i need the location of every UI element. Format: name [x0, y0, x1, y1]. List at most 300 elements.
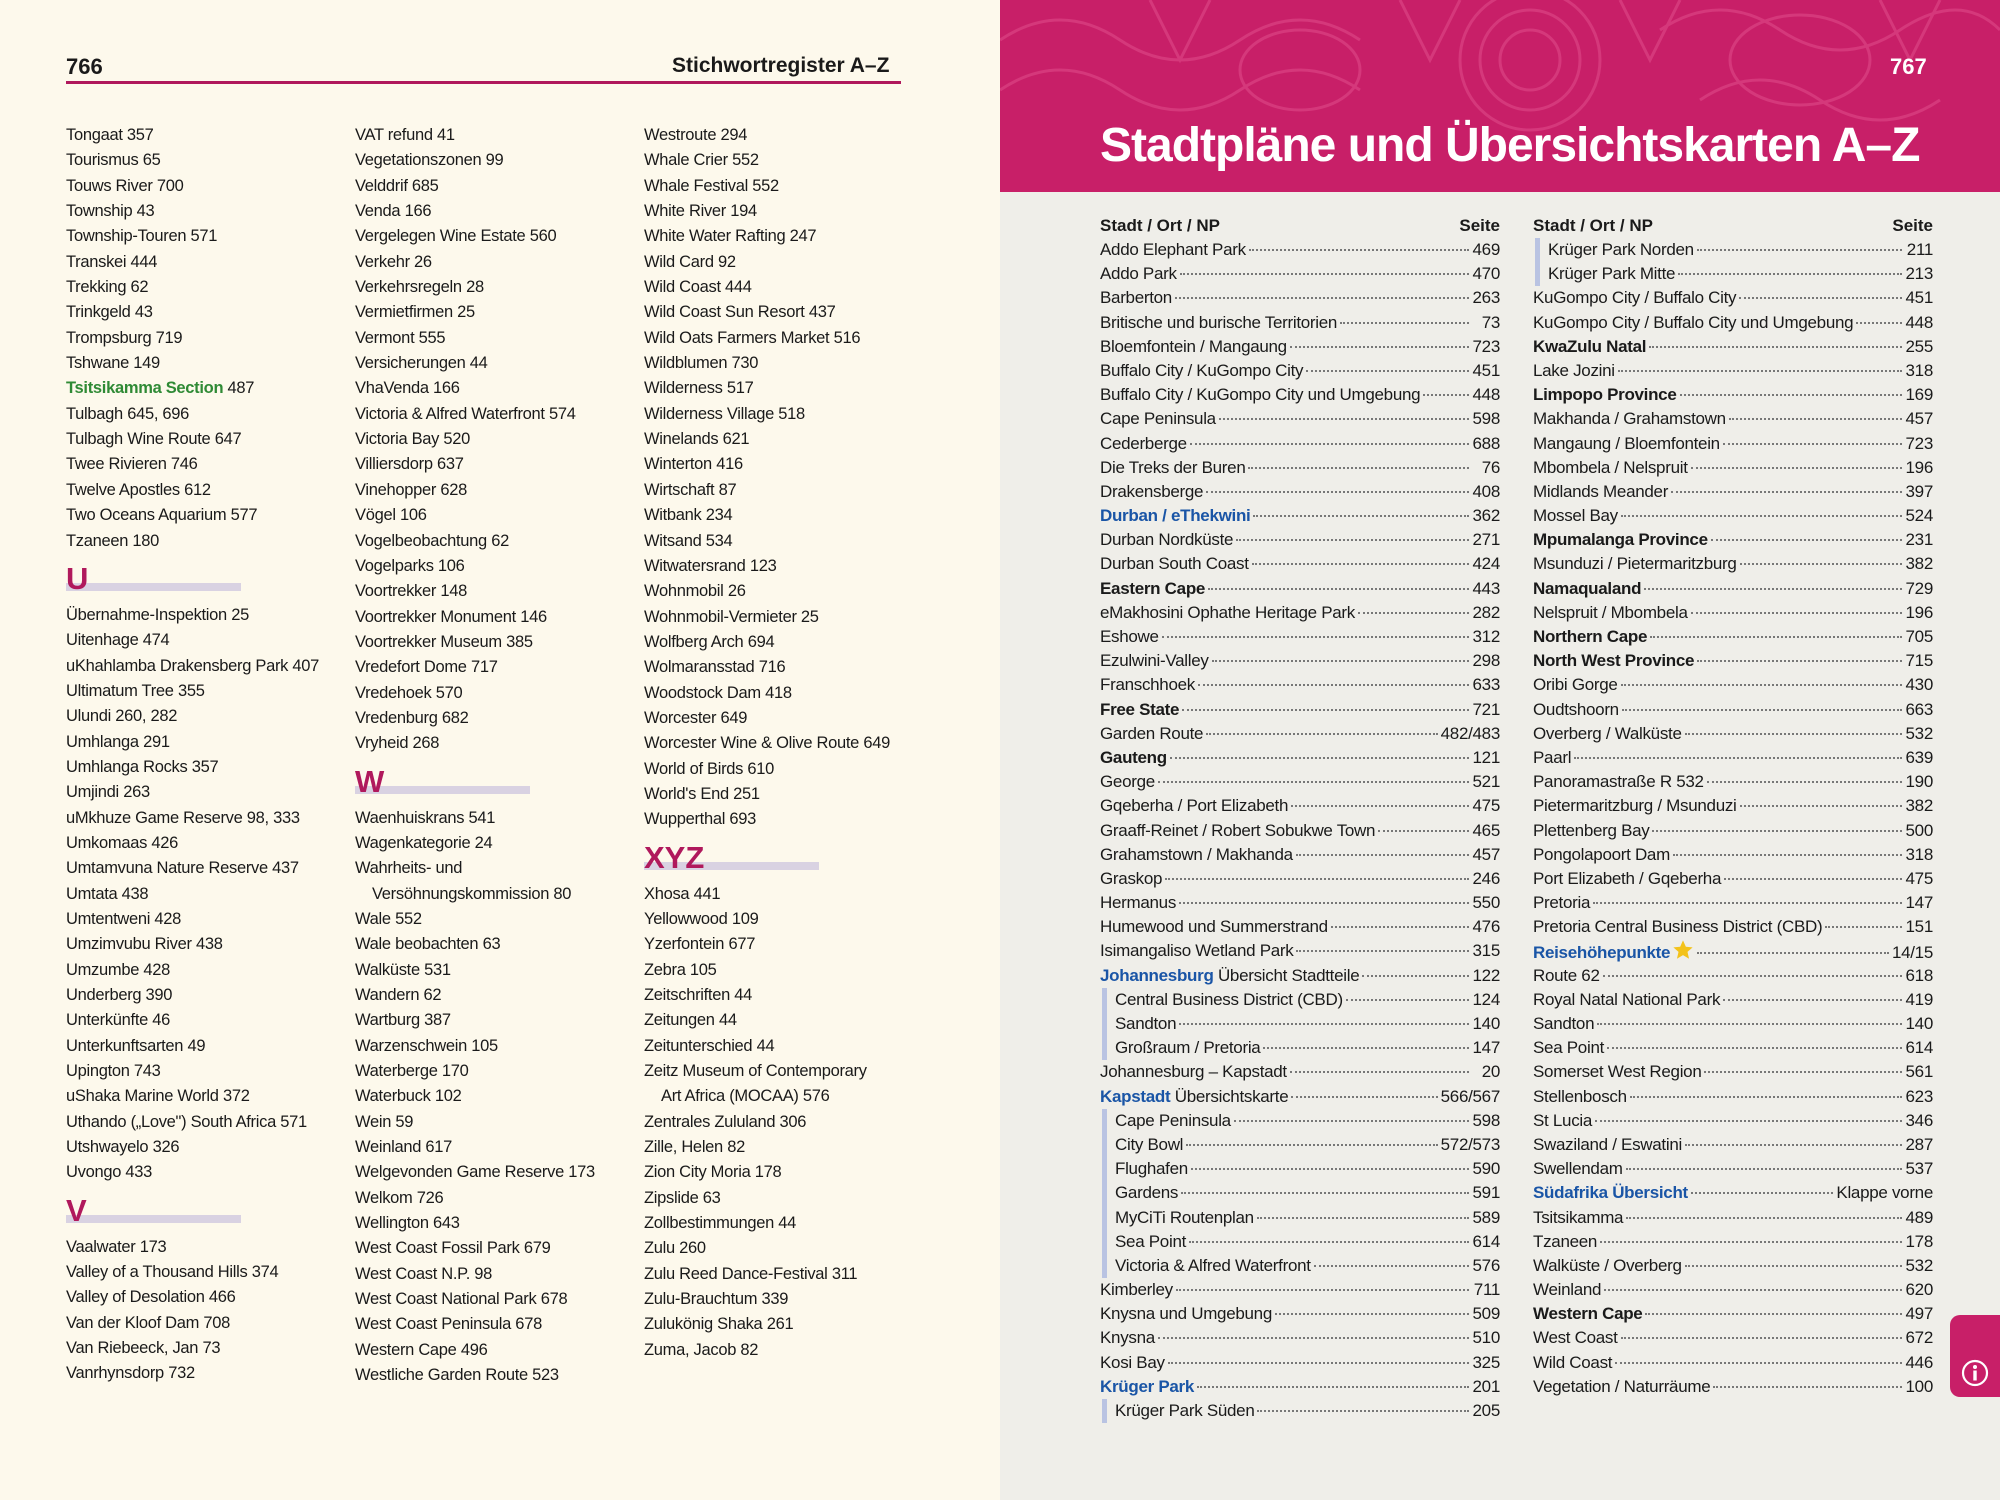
map-entry-name-text: Cape Peninsula	[1100, 409, 1216, 429]
leader-dots	[1257, 1217, 1469, 1219]
index-entry	[355, 1211, 640, 1236]
index-entry-continuation: Versöhnungskommission 80	[372, 884, 572, 903]
index-entry	[66, 1361, 351, 1386]
map-entry	[1533, 432, 1933, 456]
map-entry-name-text: Port Elizabeth / Gqeberha	[1533, 868, 1722, 888]
leader-dots	[1168, 1362, 1469, 1364]
map-entry-name	[1533, 552, 1737, 576]
leader-dots	[1825, 926, 1902, 928]
leader-dots	[1739, 297, 1902, 299]
index-entry	[66, 654, 351, 679]
map-entry-name-text: Somerset West Region	[1533, 1062, 1702, 1082]
index-entry-text: Wohnmobil-Vermieter 25	[644, 607, 819, 626]
map-entry-name	[1100, 625, 1159, 649]
index-entry-text: Trompsburg 719	[66, 328, 183, 347]
map-entry-name	[1100, 504, 1250, 528]
map-entry-page: 476	[1472, 917, 1500, 937]
index-entry	[644, 882, 929, 907]
map-entry-page: 729	[1905, 578, 1933, 598]
index-entry	[355, 123, 640, 148]
index-entry-text: Umzumbe 428	[66, 960, 170, 979]
leader-dots	[1162, 636, 1469, 638]
index-entry-text: Wohnmobil 26	[644, 582, 746, 601]
leader-dots	[1296, 950, 1469, 952]
index-entry	[355, 275, 640, 300]
map-entry	[1533, 867, 1933, 891]
index-entry-text: Tulbagh 645, 696	[66, 404, 190, 423]
map-entry	[1533, 407, 1933, 431]
map-entry	[1533, 1375, 1933, 1399]
index-entry-text: Yzerfontein 677	[644, 935, 756, 954]
index-entry	[66, 983, 351, 1008]
leader-dots	[1190, 443, 1469, 445]
map-entry-page: 382	[1905, 796, 1933, 816]
index-entry	[66, 1260, 351, 1285]
index-entry-text: Wild Coast Sun Resort 437	[644, 303, 836, 322]
map-entry-page: 489	[1905, 1207, 1933, 1227]
map-entry	[1100, 939, 1500, 963]
map-entry-name-text: Mossel Bay	[1533, 506, 1618, 526]
leader-dots	[1181, 1192, 1469, 1194]
map-entry-page: 430	[1905, 675, 1933, 695]
index-entry	[644, 1287, 929, 1312]
index-entry	[355, 731, 640, 756]
index-entry-text: Wartburg 387	[355, 1011, 451, 1030]
leader-dots	[1165, 878, 1469, 880]
page-number-left: 766	[66, 54, 103, 79]
map-entry-name-text: Knysna und Umgebung	[1100, 1304, 1272, 1324]
index-entry	[644, 452, 929, 477]
leader-dots	[1724, 878, 1902, 880]
map-entry-name	[1533, 383, 1677, 407]
leader-dots	[1179, 1023, 1469, 1025]
leader-dots	[1362, 975, 1469, 977]
map-entry-name	[1100, 1085, 1288, 1109]
leader-dots	[1179, 902, 1469, 904]
map-entry-page: 213	[1905, 264, 1933, 284]
index-entry	[66, 882, 351, 907]
map-entry-name	[1533, 843, 1670, 867]
map-entry-page: 446	[1905, 1352, 1933, 1372]
leader-dots	[1618, 370, 1902, 372]
star-icon	[1672, 939, 1694, 961]
index-entry	[355, 402, 640, 427]
map-entry-name	[1533, 1206, 1623, 1230]
map-entry-name-text: Stellenbosch	[1533, 1086, 1627, 1106]
letter-heading-text: V	[66, 1192, 87, 1228]
index-entry	[66, 1110, 351, 1135]
index-entry-text: Zentrales Zululand 306	[644, 1112, 807, 1131]
map-entry-page: 550	[1472, 893, 1500, 913]
info-tab[interactable]	[1950, 1315, 2000, 1397]
index-entry	[66, 780, 351, 805]
leader-dots	[1263, 1047, 1469, 1049]
map-entry-page: 100	[1905, 1376, 1933, 1396]
index-entry-text: VhaVenda 166	[355, 379, 460, 398]
map-entry	[1100, 1181, 1500, 1205]
map-entry-name-text: Sandton	[1115, 1014, 1177, 1033]
map-entry-page: 705	[1905, 627, 1933, 646]
map-entry	[1100, 552, 1500, 576]
index-entry-text: Vegetationszonen 99	[355, 151, 504, 170]
index-entry	[355, 831, 640, 856]
map-entry-name	[1533, 1230, 1597, 1254]
map-entry-page: 140	[1905, 1014, 1933, 1033]
map-entry-name	[1533, 1302, 1642, 1326]
leader-dots	[1423, 394, 1469, 396]
map-entry-name	[1533, 1278, 1601, 1302]
index-entry	[355, 655, 640, 680]
map-entry	[1533, 673, 1933, 697]
index-entry	[66, 603, 351, 628]
map-entry-name	[1533, 480, 1668, 504]
map-entry-page: 521	[1472, 772, 1500, 792]
map-entry	[1100, 1254, 1500, 1278]
map-entry	[1533, 480, 1933, 504]
index-entry-text: Utshwayelo 326	[66, 1138, 180, 1157]
map-entry-name	[1533, 1254, 1682, 1278]
map-entry	[1100, 843, 1500, 867]
map-entry	[1100, 722, 1500, 746]
map-entry-name-text: Pietermaritzburg / Msunduzi	[1533, 796, 1737, 816]
index-entry-text: Wupperthal 693	[644, 810, 756, 829]
index-entry	[644, 958, 929, 983]
map-entry-name-text: Makhanda / Grahamstown	[1533, 409, 1726, 429]
index-entry-text: Verkehr 26	[355, 252, 432, 271]
index-entry-text: Twelve Apostles 612	[66, 480, 211, 499]
index-entry-text: Xhosa 441	[644, 884, 721, 903]
map-entry-name-text: KuGompo City / Buffalo City	[1533, 288, 1737, 308]
map-entry-page: 620	[1905, 1280, 1933, 1300]
map-entry-name	[1533, 625, 1647, 649]
map-entry-name-text: Overberg / Walküste	[1533, 723, 1682, 743]
index-entry	[66, 250, 351, 275]
map-entry	[1533, 1278, 1933, 1302]
map-entry	[1533, 577, 1933, 601]
index-entry-text: Venda 166	[355, 202, 432, 221]
index-entry	[66, 174, 351, 199]
map-entry-name	[1533, 1181, 1688, 1205]
map-entry-page: 196	[1905, 602, 1933, 622]
index-entry-text: Velddrif 685	[355, 176, 439, 195]
index-entry-text: Welgevonden Game Reserve 173	[355, 1163, 595, 1182]
index-entry-text: Wale beobachten 63	[355, 935, 501, 954]
map-entry-page: 408	[1472, 481, 1500, 501]
index-entry	[644, 1034, 929, 1059]
index-entry	[644, 1059, 929, 1110]
map-entry-name-text: Durban South Coast	[1100, 554, 1249, 574]
leader-dots	[1358, 612, 1469, 614]
map-entry-page: 475	[1472, 796, 1500, 816]
index-entry	[355, 554, 640, 579]
index-entry-text: Umhlanga Rocks 357	[66, 757, 219, 776]
index-entry-text: VAT refund 41	[355, 126, 455, 144]
index-entry	[66, 1311, 351, 1336]
index-entry-text: uShaka Marine World 372	[66, 1087, 250, 1106]
map-entry-name-text: Nelspruit / Mbombela	[1533, 602, 1688, 622]
index-entry	[355, 706, 640, 731]
map-entry	[1100, 964, 1500, 988]
header-rule	[66, 81, 901, 84]
map-entry	[1533, 456, 1933, 480]
index-entry-text: Vaalwater 173	[66, 1237, 167, 1256]
map-entry-name	[1100, 819, 1375, 843]
map-entry-name	[1548, 262, 1675, 286]
map-entry-name-text: Lake Jozini	[1533, 360, 1615, 380]
leader-dots	[1673, 854, 1902, 856]
map-entry-name	[1533, 819, 1649, 843]
map-entry-name	[1533, 311, 1853, 335]
index-entry	[644, 478, 929, 503]
map-entry-name	[1100, 480, 1203, 504]
index-entry-text: Township 43	[66, 202, 155, 221]
leader-dots	[1685, 1144, 1902, 1146]
map-entry-name-text: Addo Park	[1100, 264, 1177, 284]
map-entry-name	[1533, 698, 1619, 722]
leader-dots	[1626, 1217, 1902, 1219]
map-entry-name	[1100, 722, 1203, 746]
index-entry	[355, 1262, 640, 1287]
map-entry	[1533, 601, 1933, 625]
index-entry	[355, 1186, 640, 1211]
map-entry	[1100, 601, 1500, 625]
map-entry	[1533, 1230, 1933, 1254]
index-entry	[644, 300, 929, 325]
map-entry-page: 282	[1472, 602, 1500, 622]
map-entry-page: 721	[1472, 699, 1500, 719]
index-entry	[644, 529, 929, 554]
map-entry-name-text: Oudtshoorn	[1533, 699, 1619, 719]
index-entry	[66, 628, 351, 653]
map-entry-name	[1533, 794, 1737, 818]
map-entry-page: 500	[1905, 820, 1933, 840]
map-entry-page: 178	[1905, 1231, 1933, 1251]
map-entry-page: 633	[1472, 675, 1500, 695]
leader-dots	[1290, 1071, 1469, 1073]
index-entry-text: uKhahlamba Drakensberg Park 407	[66, 656, 320, 675]
index-entry	[355, 224, 640, 249]
map-entry-name	[1533, 359, 1615, 383]
index-entry-text: Vogelparks 106	[355, 556, 465, 575]
index-column-2	[355, 123, 640, 1389]
index-entry	[355, 1135, 640, 1160]
leader-dots	[1182, 709, 1469, 711]
index-entry	[355, 1287, 640, 1312]
map-entry	[1533, 770, 1933, 794]
leader-dots	[1252, 563, 1469, 565]
map-entry-name-suffix: Übersichtskarte	[1170, 1086, 1289, 1106]
index-entry	[66, 224, 351, 249]
map-entry-page: 457	[1905, 409, 1933, 429]
index-entry	[66, 427, 351, 452]
map-entry-name	[1533, 601, 1688, 625]
leader-dots	[1306, 370, 1469, 372]
map-entry	[1533, 964, 1933, 988]
index-entry-text: Vredehoek 570	[355, 683, 463, 702]
index-entry	[66, 275, 351, 300]
leader-dots	[1170, 757, 1469, 759]
map-entry-page: 318	[1905, 360, 1933, 380]
map-entry-page: 614	[1905, 1038, 1933, 1058]
index-entry	[355, 958, 640, 983]
map-entry-page: 598	[1472, 409, 1500, 429]
leader-dots	[1723, 443, 1902, 445]
map-entry	[1533, 915, 1933, 939]
map-entry-name	[1533, 891, 1590, 915]
map-entry-page: 566/567	[1440, 1086, 1500, 1106]
map-entry-name-text: St Lucia	[1533, 1110, 1593, 1130]
map-entry	[1100, 649, 1500, 673]
leader-dots	[1729, 418, 1902, 420]
map-entry-name-text: Northern Cape	[1533, 627, 1648, 646]
index-entry-text: Uitenhage 474	[66, 631, 170, 650]
map-entry	[1100, 407, 1500, 431]
map-entry-name	[1533, 673, 1618, 697]
index-entry-text: Zille, Helen 82	[644, 1138, 745, 1157]
index-entry	[355, 806, 640, 831]
index-entry-text: Umhlanga 291	[66, 732, 170, 751]
leader-dots	[1622, 709, 1902, 711]
index-entry-text: Worcester 649	[644, 708, 748, 727]
map-entry-page: 532	[1905, 1255, 1933, 1275]
map-entry-name	[1533, 1351, 1612, 1375]
map-entry-name	[1100, 915, 1328, 939]
map-entry-name	[1100, 528, 1233, 552]
index-entry-text: Wilderness 517	[644, 379, 754, 398]
map-entry	[1533, 262, 1933, 286]
index-entry	[355, 300, 640, 325]
map-entry-name	[1100, 311, 1337, 335]
map-entry-page: 76	[1481, 457, 1500, 477]
map-entry-name	[1100, 867, 1162, 891]
index-entry	[644, 807, 929, 832]
leader-dots	[1713, 1386, 1902, 1388]
index-entry-text: Whale Festival 552	[644, 176, 779, 195]
index-entry	[355, 250, 640, 275]
map-entry-name	[1100, 1326, 1155, 1350]
map-entry-page: 715	[1905, 651, 1933, 671]
index-entry-text: Van der Kloof Dam 708	[66, 1313, 230, 1332]
index-entry	[66, 831, 351, 856]
index-entry	[66, 1285, 351, 1310]
leader-dots	[1691, 467, 1902, 469]
leader-dots	[1206, 733, 1437, 735]
map-entry-name-text: Midlands Meander	[1533, 481, 1669, 501]
index-entry-text: White Water Rafting 247	[644, 227, 817, 246]
index-entry	[644, 782, 929, 807]
map-entry-name-text: Plettenberg Bay	[1533, 820, 1650, 840]
letter-heading-text: W	[355, 763, 385, 799]
letter-heading-bar	[66, 583, 241, 591]
leader-dots	[1234, 1120, 1469, 1122]
map-entry-name-text: Garden Route	[1100, 723, 1204, 743]
index-entry	[66, 1135, 351, 1160]
map-entry-name	[1533, 1157, 1623, 1181]
map-entry-name-text: Graskop	[1100, 868, 1163, 888]
map-entry-page: 448	[1905, 312, 1933, 332]
map-entry	[1100, 770, 1500, 794]
table-header-place: Stadt / Ort / NP	[1533, 216, 1653, 235]
map-entry-name	[1533, 286, 1736, 310]
map-entry-page: 590	[1472, 1159, 1500, 1179]
index-entry-continuation: Art Africa (MOCAA) 576	[661, 1087, 830, 1106]
map-entry-name-text: Gardens	[1115, 1183, 1179, 1203]
index-entry-text: Weinland 617	[355, 1138, 453, 1157]
map-entry-page: 470	[1472, 264, 1500, 284]
map-entry-page: 325	[1472, 1352, 1500, 1372]
index-entry	[644, 554, 929, 579]
index-entry-text: Township-Touren 571	[66, 227, 218, 246]
leader-dots	[1626, 1168, 1902, 1170]
map-entry-name-text: Cape Peninsula	[1115, 1110, 1231, 1130]
map-entry-name-text: MyCiTi Routenplan	[1115, 1207, 1254, 1227]
index-entry	[355, 326, 640, 351]
map-entry-name-text: Route 62	[1533, 965, 1600, 985]
map-entry-name	[1115, 1230, 1186, 1254]
index-entry-text: West Coast National Park 678	[355, 1290, 568, 1309]
index-entry	[355, 148, 640, 173]
leader-dots	[1621, 1337, 1902, 1339]
index-entry	[644, 1312, 929, 1337]
index-entry-text: Vryheid 268	[355, 734, 440, 753]
map-entry-page: 424	[1472, 554, 1500, 574]
leader-dots	[1697, 660, 1902, 662]
map-entry-page: 537	[1905, 1159, 1933, 1179]
map-entry-name-text: KuGompo City / Buffalo City und Umgebung	[1533, 312, 1854, 332]
index-entry-text: Twee Rivieren 746	[66, 455, 198, 474]
map-entry	[1100, 673, 1500, 697]
index-entry-text: Uvongo 433	[66, 1163, 152, 1182]
map-entry-page: 196	[1905, 457, 1933, 477]
map-entry-name	[1533, 649, 1694, 673]
index-entry-text: West Coast Peninsula 678	[355, 1315, 542, 1334]
map-entry-name-text: Vegetation / Naturräume	[1533, 1376, 1711, 1396]
map-entry	[1100, 335, 1500, 359]
map-entry-name-text: Kosi Bay	[1100, 1352, 1165, 1372]
map-entry-name	[1100, 891, 1176, 915]
map-entry-name	[1100, 1351, 1165, 1375]
map-entry	[1100, 915, 1500, 939]
map-entry	[1100, 286, 1500, 310]
map-entry-name-text: Msunduzi / Pietermaritzburg	[1533, 554, 1737, 574]
map-entry-name-text: Barberton	[1100, 288, 1172, 308]
map-entry	[1533, 698, 1933, 722]
map-entry-name-text: Flughafen	[1115, 1159, 1188, 1179]
index-entry	[644, 503, 929, 528]
map-entry-name	[1533, 867, 1721, 891]
map-entry-name-text: Grahamstown / Makhanda	[1100, 844, 1293, 864]
index-entry-text: Witbank 234	[644, 506, 733, 525]
map-entry	[1533, 649, 1933, 673]
map-entry-name-text: Cederberge	[1100, 433, 1187, 453]
map-entry-page: 312	[1472, 627, 1500, 646]
leader-dots	[1621, 684, 1902, 686]
leader-dots	[1603, 975, 1902, 977]
index-entry-text: Zion City Moria 178	[644, 1163, 782, 1182]
index-entry-text: Uthando („Love") South Africa 571	[66, 1112, 307, 1131]
map-entry-name-text: Swaziland / Eswatini	[1533, 1134, 1682, 1154]
index-entry-text: Whale Crier 552	[644, 151, 759, 170]
map-entry-name	[1100, 794, 1288, 818]
map-entry-name-text: eMakhosini Ophathe Heritage Park	[1100, 602, 1355, 622]
index-entry-text: Zeitungen 44	[644, 1011, 737, 1030]
leader-dots	[1236, 539, 1469, 541]
map-entry-name	[1533, 528, 1708, 552]
leader-dots	[1680, 394, 1903, 396]
index-entry	[644, 326, 929, 351]
index-entry	[66, 326, 351, 351]
index-entry-text: Victoria Bay 520	[355, 430, 471, 449]
